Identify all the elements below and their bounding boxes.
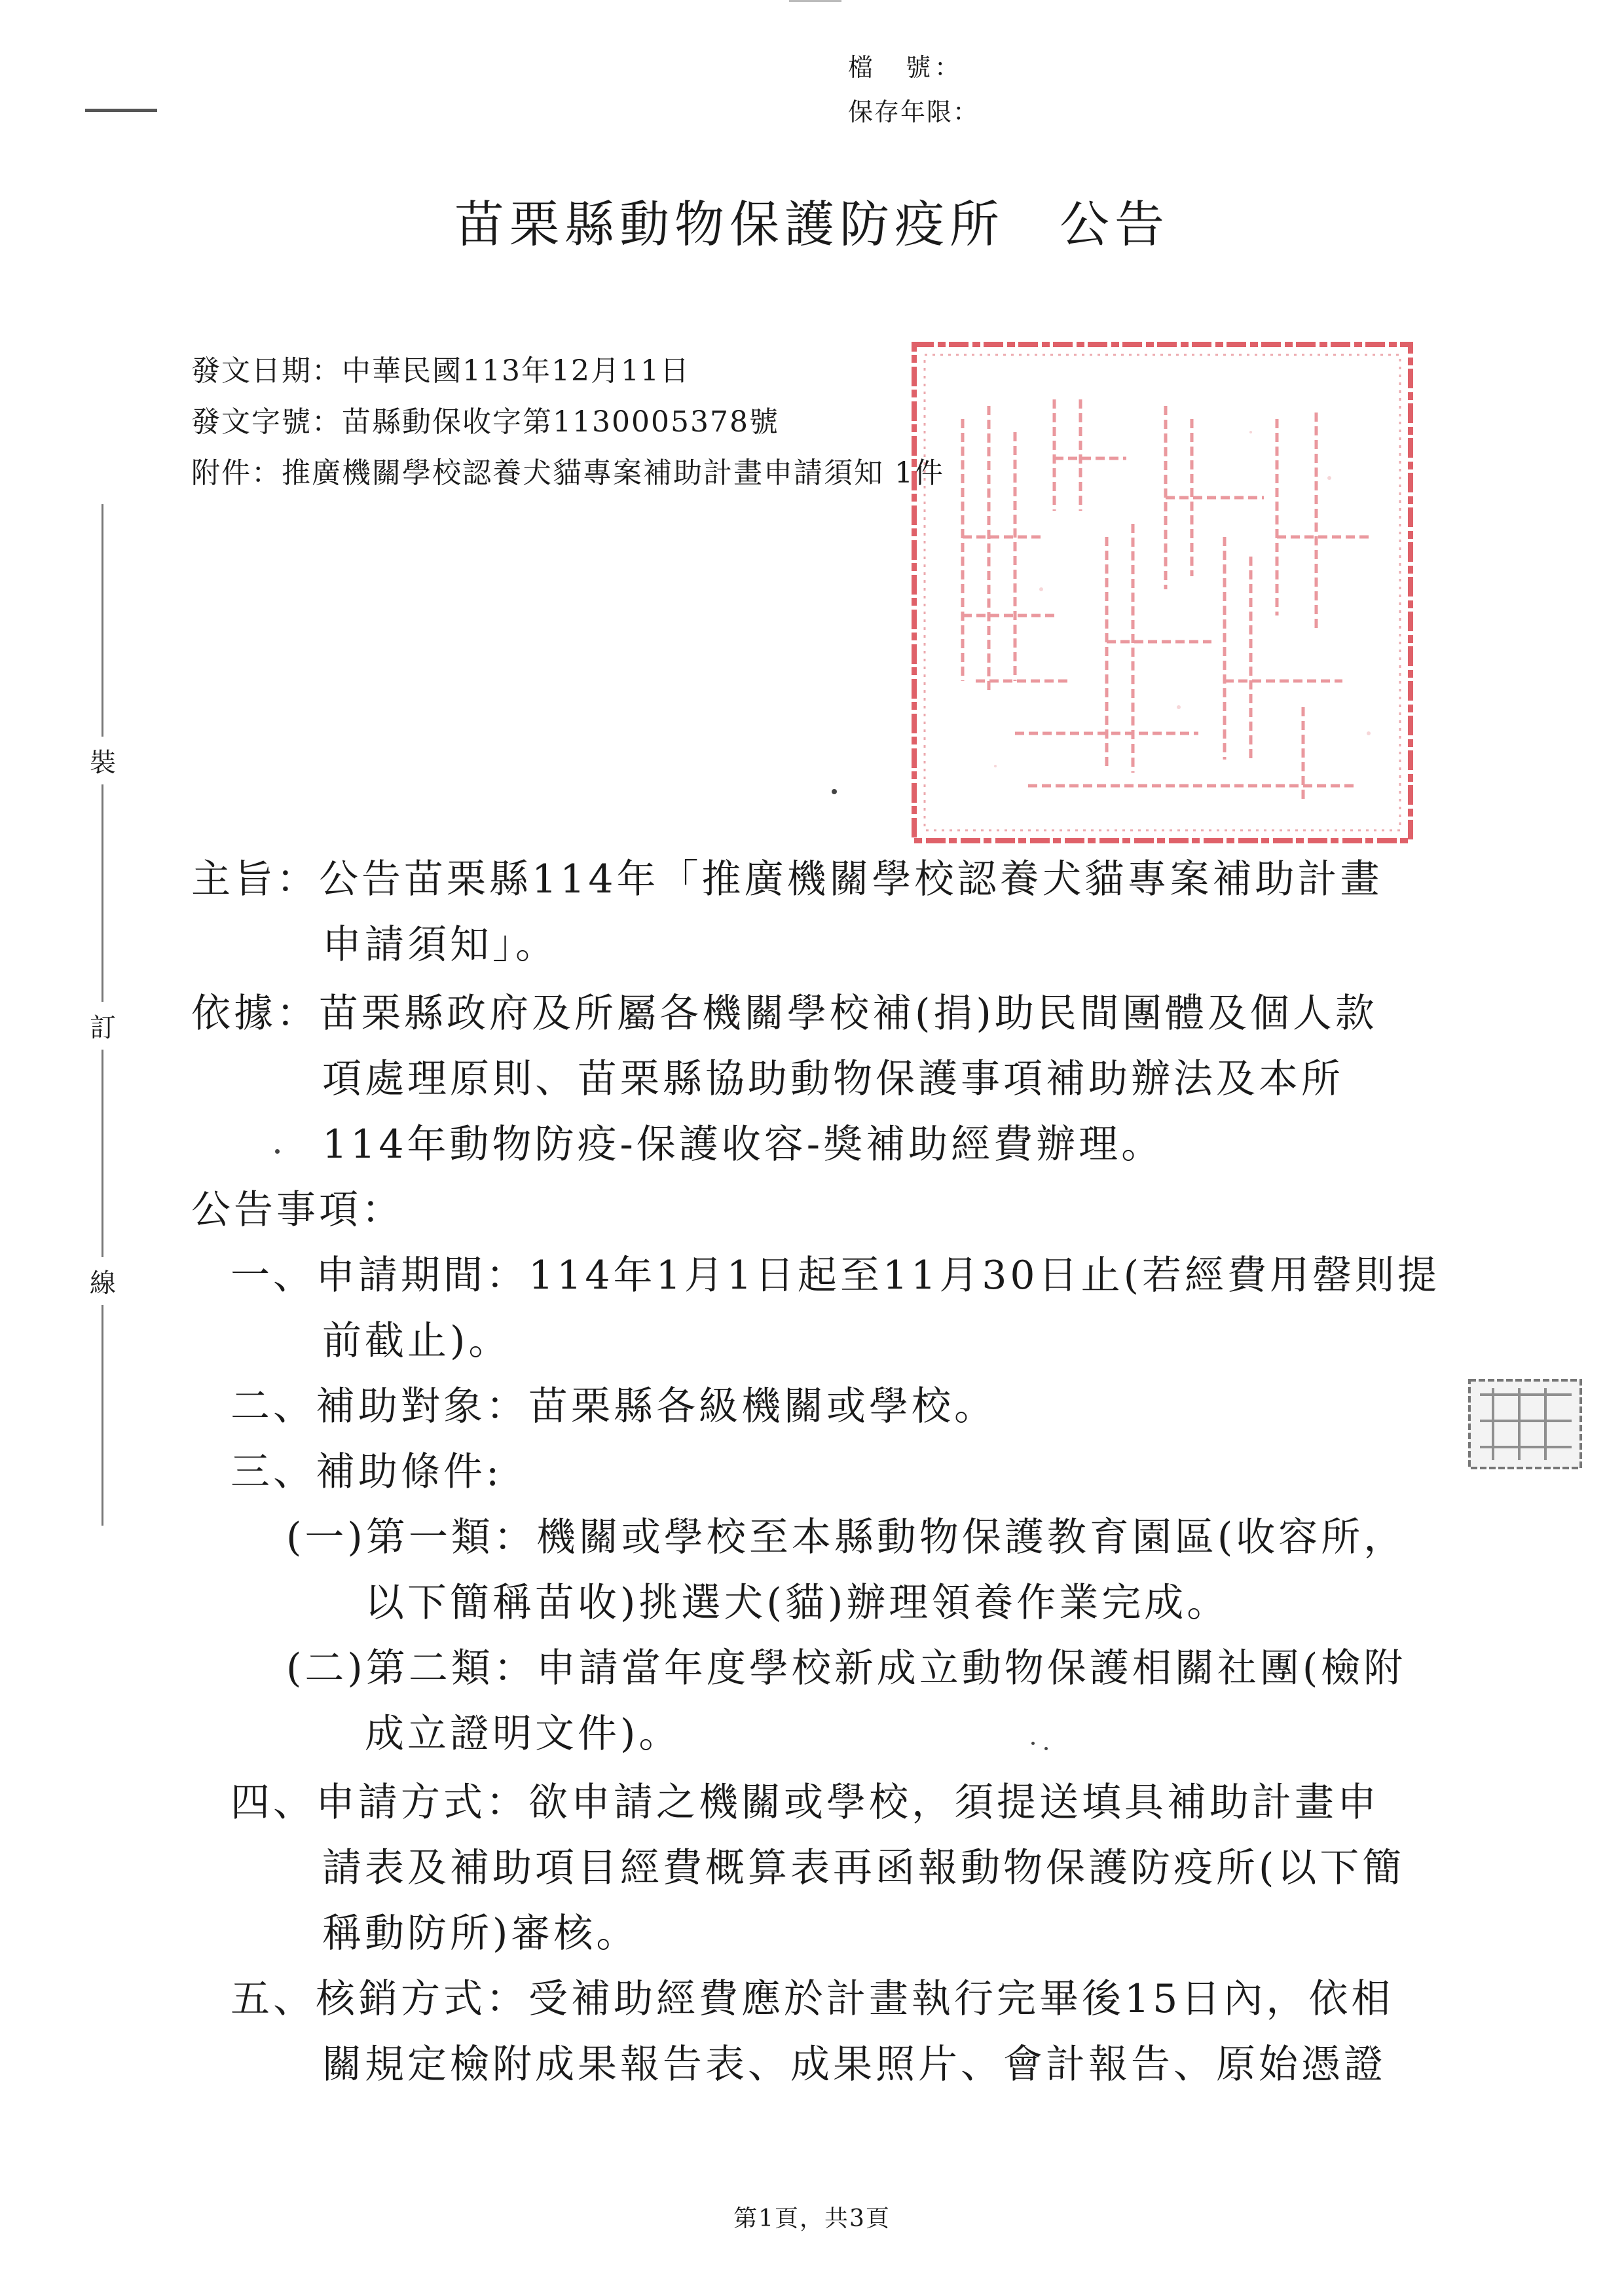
binding-mark: 訂 (85, 1002, 120, 1050)
document-number: 發文字號：苗縣動保收字第1130005378號 (191, 405, 779, 439)
official-seal-stamp (910, 340, 1414, 845)
subject-line: 主旨：公告苗栗縣114年「推廣機關學校認養犬貓專案補助計畫 (191, 856, 1383, 902)
item-conditions: 三、補助條件: (231, 1449, 503, 1495)
issue-date: 發文日期：中華民國113年12月11日 (191, 354, 690, 388)
item-reimbursement-method: 五、核銷方式：受補助經費應於計畫執行完畢後15日內，依相 (231, 1976, 1394, 2022)
item-eligible-recipients: 二、補助對象：苗栗縣各級機關或學校。 (231, 1384, 997, 1429)
binding-mark: 線 (85, 1257, 120, 1305)
sub-item-category-1: (一)第一類：機關或學校至本縣動物保護教育園區(收容所， (286, 1515, 1407, 1560)
file-number-label: 檔 號： (848, 53, 964, 82)
retention-period-label: 保存年限： (848, 98, 980, 126)
receipt-stamp (1467, 1375, 1585, 1473)
page-number: 第1頁，共3頁 (733, 2205, 891, 2232)
item-application-period: 前截止)。 (322, 1318, 511, 1364)
item-application-method: 請表及補助項目經費概算表再函報動物保護防疫所(以下簡 (322, 1845, 1405, 1891)
item-application-method: 四、申請方式：欲申請之機關或學校，須提送填具補助計畫申 (231, 1780, 1380, 1826)
basis-line: 114年動物防疫-保護收容-獎補助經費辦理。 (322, 1122, 1164, 1167)
sub-item-category-1: 以下簡稱苗收)挑選犬(貓)辦理領養作業完成。 (365, 1580, 1230, 1626)
sub-item-category-2: (二)第二類：申請當年度學校新成立動物保護相關社團(檢附 (286, 1645, 1407, 1691)
scan-speck (275, 1149, 280, 1154)
basis-line: 項處理原則、苗栗縣協助動物保護事項補助辦法及本所 (322, 1056, 1344, 1102)
item-reimbursement-method: 關規定檢附成果報告表、成果照片、會計報告、原始憑證 (322, 2042, 1386, 2087)
basis-line: 依據：苗栗縣政府及所屬各機關學校補(捐)助民間團體及個人款 (191, 991, 1378, 1037)
scan-speck (1031, 1742, 1035, 1745)
page-title: 苗栗縣動物保護防疫所 公告 (454, 195, 1170, 253)
binding-mark: 裝 (85, 737, 120, 784)
scan-speck (1044, 1747, 1048, 1750)
item-application-period: 一、申請期間：114年1月1日起至11月30日止(若經費用罄則提 (231, 1253, 1440, 1298)
scan-mark (789, 0, 841, 2)
attachment: 附件：推廣機關學校認養犬貓專案補助計畫申請須知 1件 (191, 456, 944, 490)
scan-speck (832, 789, 837, 794)
item-application-method: 稱動防所)審核。 (322, 1911, 639, 1956)
announcement-heading: 公告事項： (191, 1187, 404, 1233)
sub-item-category-2: 成立證明文件)。 (365, 1711, 682, 1757)
scan-mark (85, 109, 157, 112)
subject-line: 申請須知」。 (322, 922, 558, 968)
